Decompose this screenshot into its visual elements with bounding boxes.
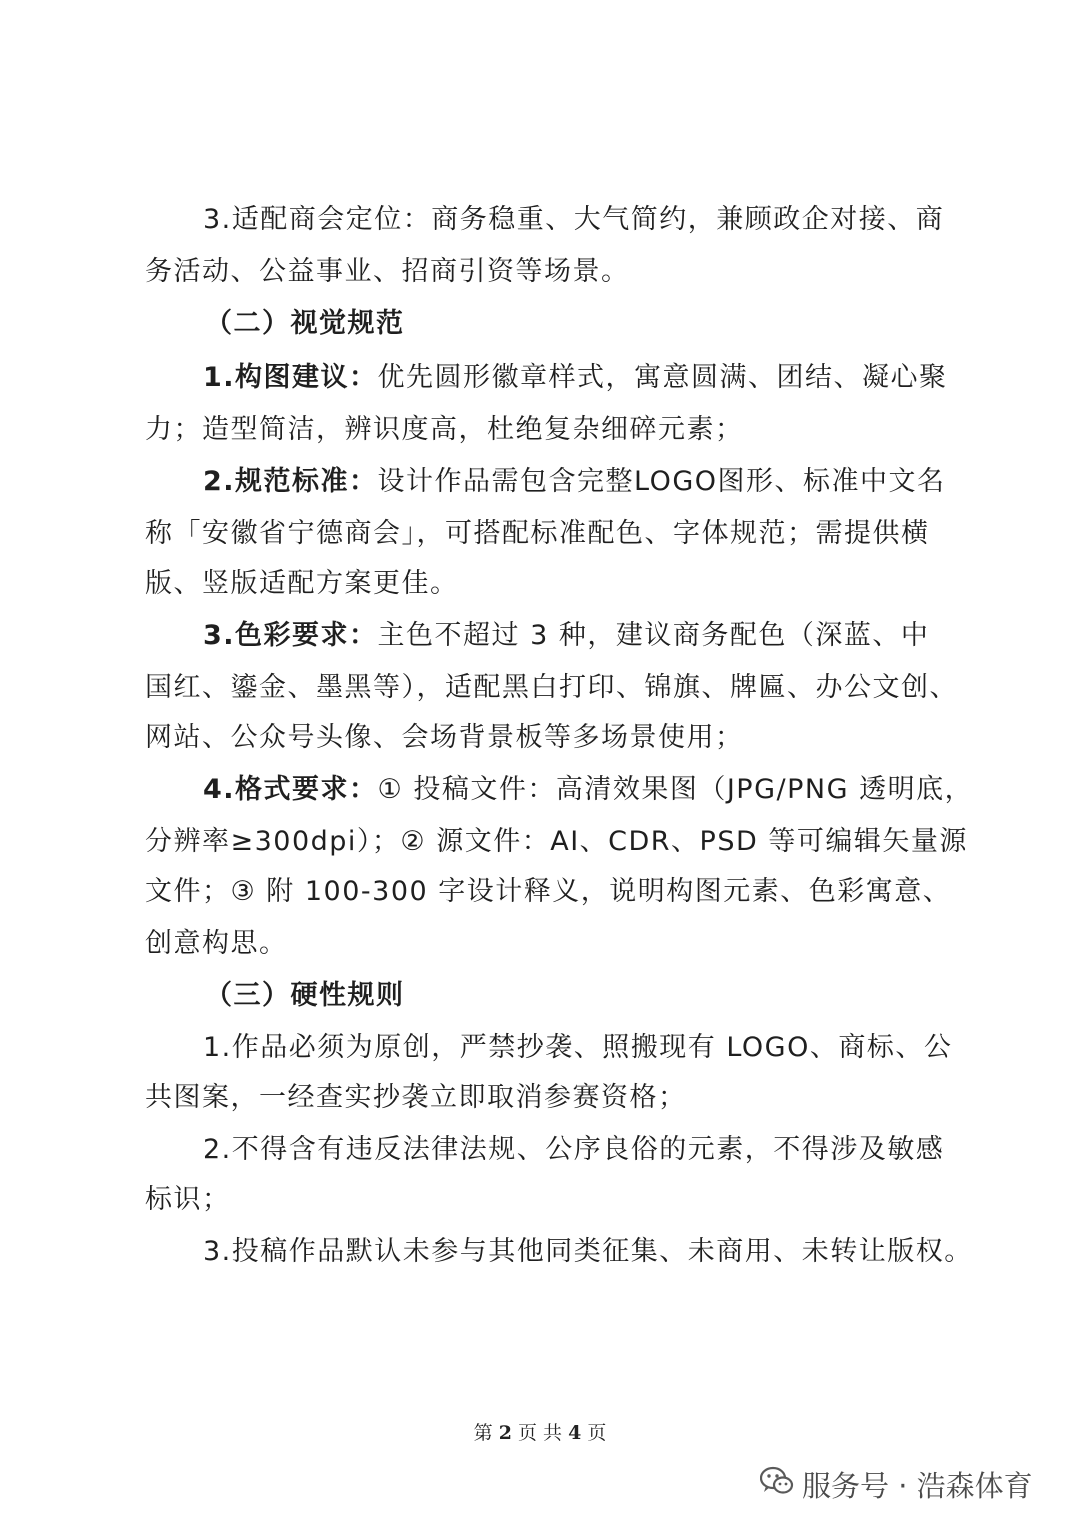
paragraph-line: 创意构思。 — [145, 928, 288, 959]
footer-page-number: 2 — [498, 1422, 512, 1444]
paragraph-line: 网站、公众号头像、会场背景板等多场景使用； — [145, 722, 744, 753]
paragraph-line: 国红、鎏金、墨黑等），适配黑白打印、锦旗、牌匾、办公文创、 — [145, 672, 958, 703]
paragraph-line: 3.适配商会定位：商务稳重、大气简约，兼顾政企对接、商 — [203, 204, 945, 235]
paragraph-line: 标识； — [145, 1184, 231, 1215]
paragraph-line — [203, 618, 929, 654]
paragraph-line: 2.不得含有违反法律法规、公序良俗的元素，不得涉及敏感 — [203, 1134, 945, 1165]
item-lead: 1.构图建议： — [203, 362, 378, 393]
item-text: ① 投稿文件：高清效果图（JPG/PNG 透明底， — [377, 774, 974, 805]
item-lead: 2.规范标准： — [203, 466, 378, 497]
section-heading: （三）硬性规则 — [205, 980, 405, 1011]
paragraph-line: 1.作品必须为原创，严禁抄袭、照搬现有 LOGO、商标、公 — [203, 1032, 953, 1063]
paragraph-line: 3.投稿作品默认未参与其他同类征集、未商用、未转让版权。 — [203, 1236, 973, 1267]
item-text: 主色不超过 3 种，建议商务配色（深蓝、中 — [377, 620, 930, 651]
paragraph-line: 文件；③ 附 100-300 字设计释义，说明构图元素、色彩寓意、 — [145, 876, 952, 907]
paragraph-line — [203, 464, 946, 500]
paragraph-line: 力；造型简洁，辨识度高，杜绝复杂细碎元素； — [145, 414, 744, 445]
paragraph-line — [203, 360, 948, 396]
watermark — [760, 1462, 1033, 1506]
footer-suffix: 页 — [587, 1422, 607, 1444]
section-heading: （二）视觉规范 — [205, 308, 405, 339]
paragraph-line: 共图案，一经查实抄袭立即取消参赛资格； — [145, 1082, 687, 1113]
footer-prefix: 第 — [473, 1422, 493, 1444]
paragraph-line — [203, 772, 973, 808]
watermark-text: 服务号 · 浩森体育 — [802, 1468, 1033, 1503]
page-footer — [0, 1418, 1080, 1445]
paragraph-line: 版、竖版适配方案更佳。 — [145, 568, 459, 599]
paragraph-line: 务活动、公益事业、招商引资等场景。 — [145, 256, 630, 287]
item-text: 设计作品需包含完整LOGO图形、标准中文名 — [377, 466, 946, 497]
paragraph-line: 分辨率≥300dpi）；② 源文件：AI、CDR、PSD 等可编辑矢量源 — [145, 826, 968, 857]
item-lead: 3.色彩要求： — [203, 620, 378, 651]
item-lead: 4.格式要求： — [203, 774, 378, 805]
footer-total-pages: 4 — [568, 1422, 582, 1444]
footer-middle: 页 共 — [517, 1422, 563, 1444]
wechat-icon — [760, 1466, 802, 1503]
paragraph-line: 称「安徽省宁德商会」，可搭配标准配色、字体规范；需提供横 — [145, 518, 930, 549]
item-text: 优先圆形徽章样式，寓意圆满、团结、凝心聚 — [377, 362, 948, 393]
